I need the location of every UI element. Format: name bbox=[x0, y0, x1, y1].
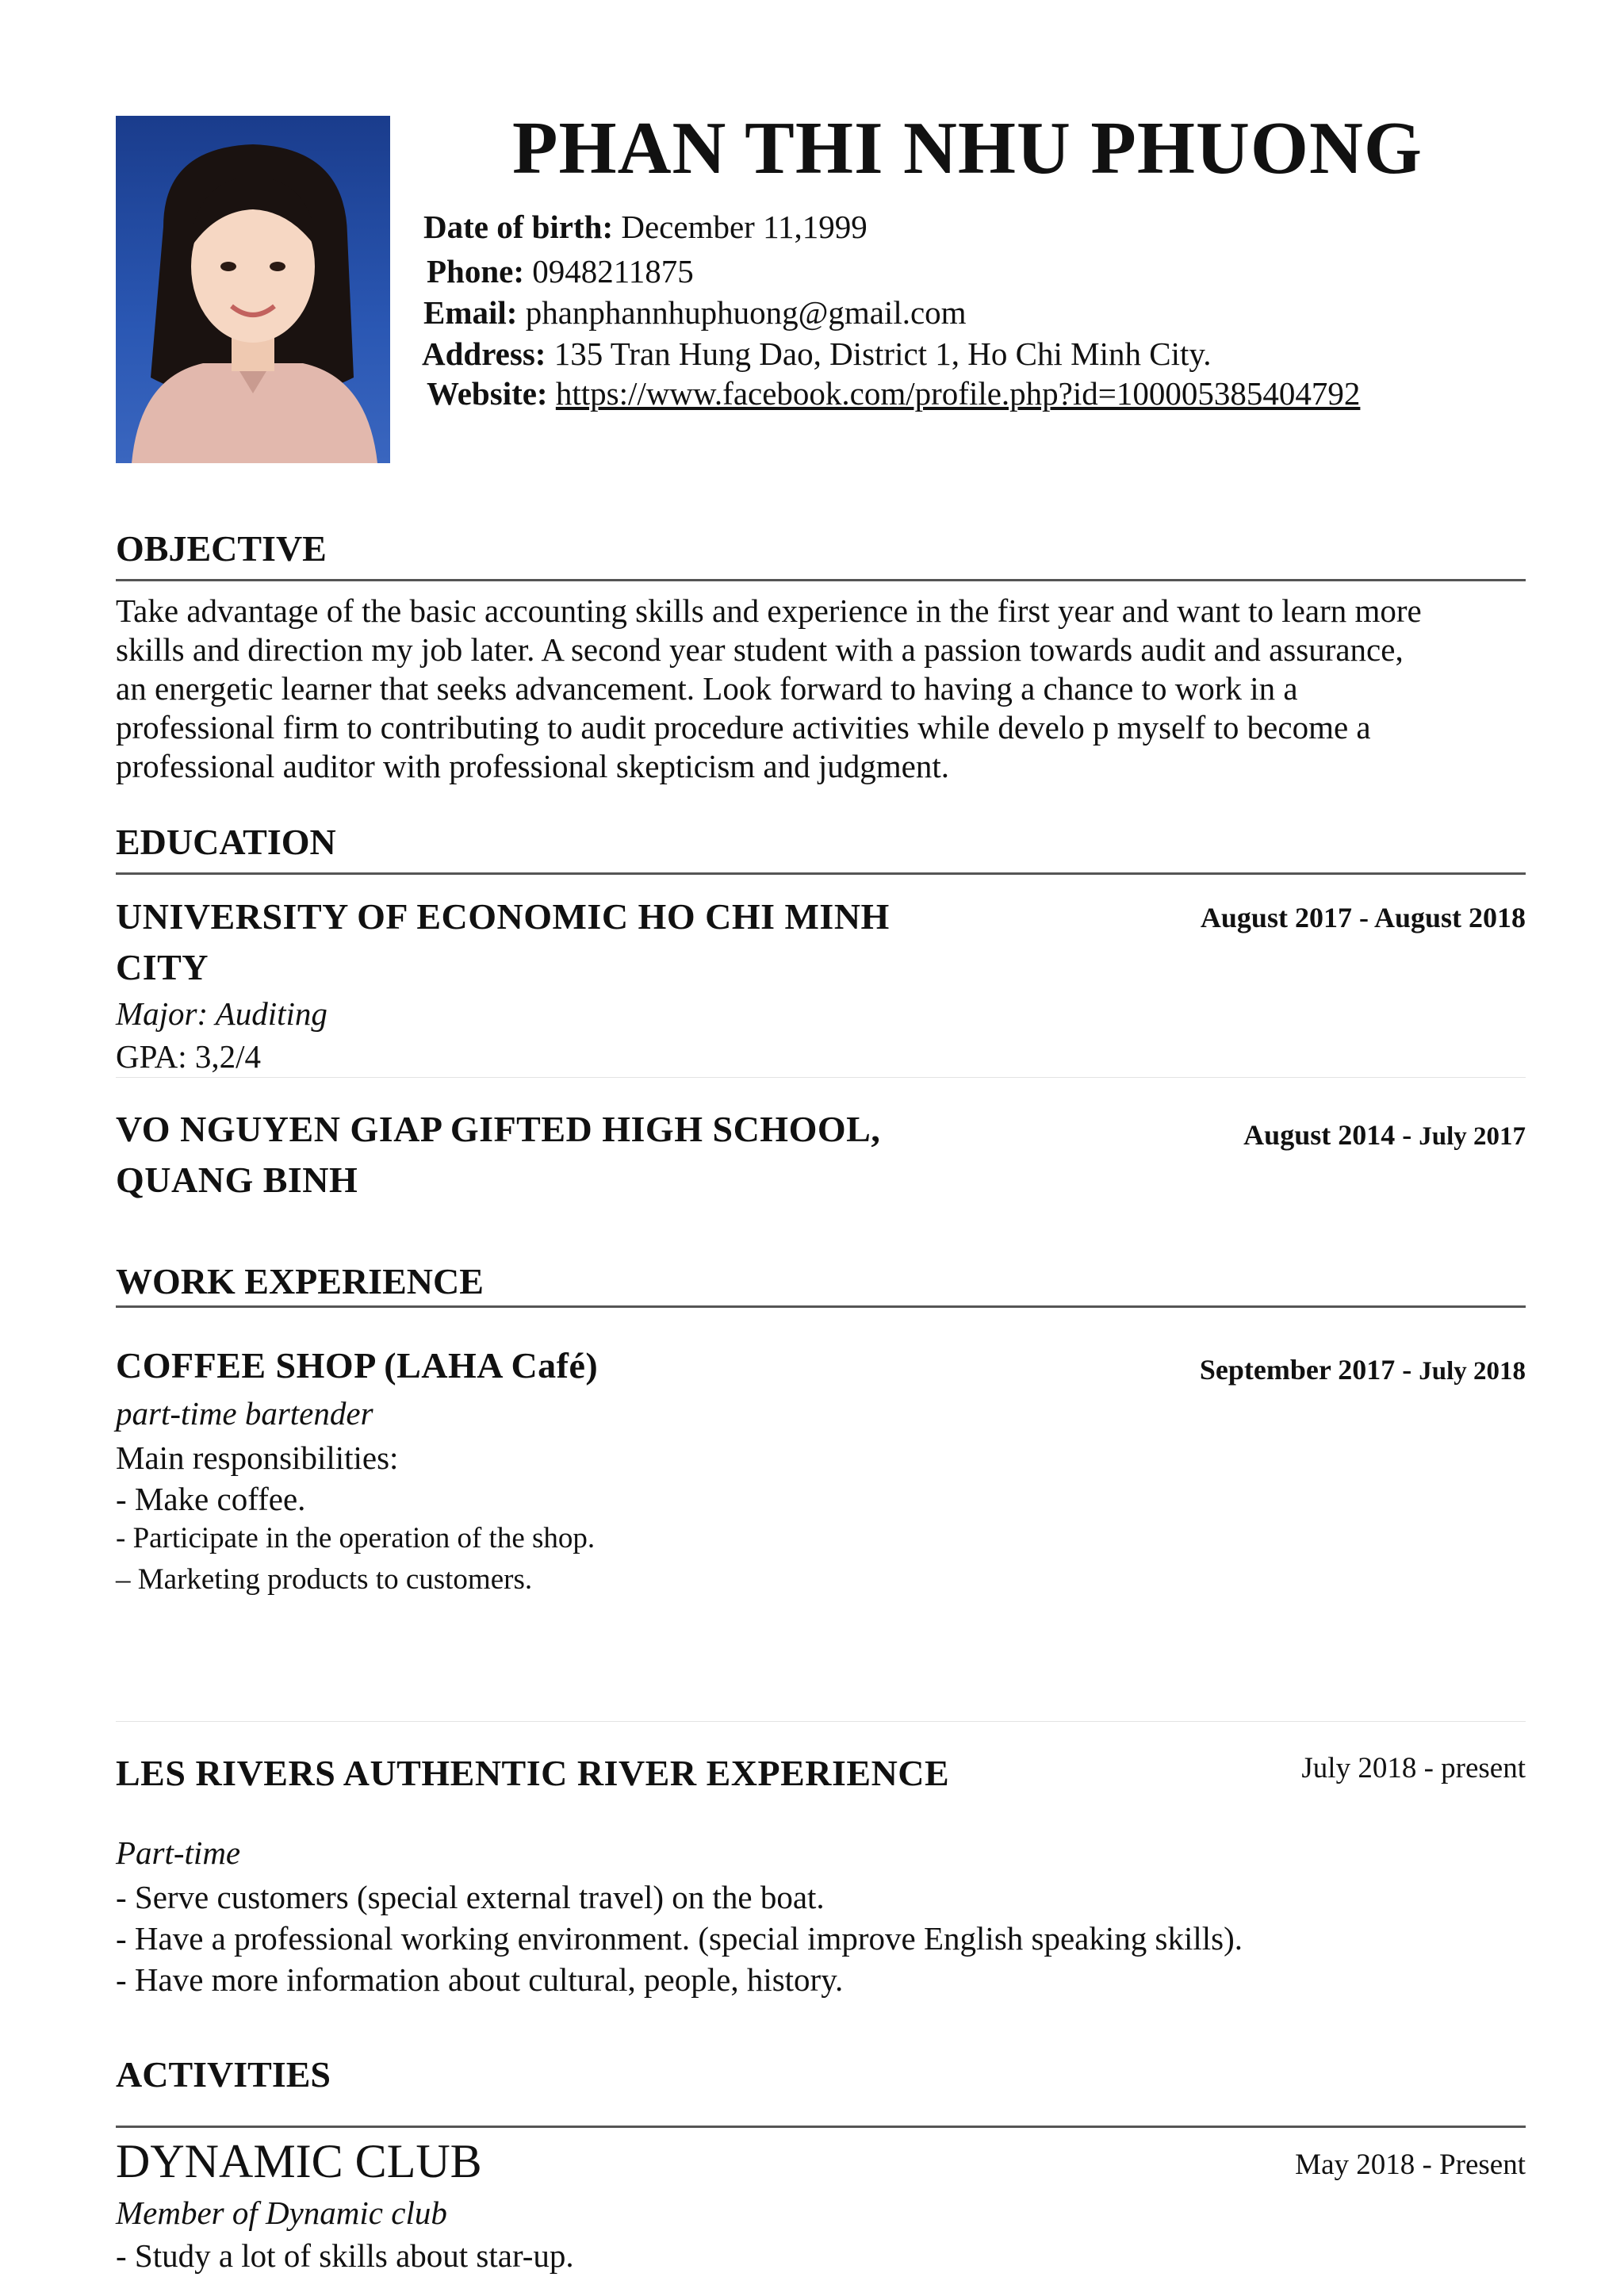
work-company-2: LES RIVERS AUTHENTIC RIVER EXPERIENCE bbox=[116, 1753, 950, 1793]
objective-heading: OBJECTIVE bbox=[116, 528, 327, 569]
objective-text bbox=[116, 592, 1535, 786]
objective-line: an energetic learner that seeks advancement. Look forward to having a chance to work in a bbox=[116, 670, 1298, 707]
activities-divider bbox=[116, 2126, 1526, 2128]
work-heading: WORK EXPERIENCE bbox=[116, 1261, 484, 1301]
work-date-2: July 2018 - present bbox=[1301, 1752, 1526, 1784]
dob-row bbox=[423, 206, 868, 247]
activity-bullet: - Study a lot of skills about star-up. bbox=[116, 2237, 574, 2274]
website-row bbox=[427, 373, 1360, 414]
school-name-line: CITY bbox=[116, 947, 209, 987]
work-bullet: - Make coffee. bbox=[116, 1481, 306, 1517]
education-school-2 bbox=[116, 1104, 880, 1206]
work-date-1 bbox=[1200, 1353, 1526, 1386]
email-value: phanphannhuphuong@gmail.com bbox=[525, 294, 967, 331]
activity-name: DYNAMIC CLUB bbox=[116, 2135, 482, 2187]
work-bullet: - Serve customers (special external travel) on the boat. bbox=[116, 1879, 825, 1915]
date-separator: - bbox=[1402, 1354, 1412, 1386]
work-bullet: - Have a professional working environment. (special improve English speaking skills). bbox=[116, 1920, 1243, 1957]
education-major: Major: Auditing bbox=[116, 995, 327, 1032]
phone-row bbox=[427, 251, 694, 292]
education-gpa: GPA: 3,2/4 bbox=[116, 1038, 262, 1075]
email-label: Email: bbox=[423, 294, 518, 331]
work-role-1: part-time bartender bbox=[116, 1395, 373, 1432]
dob-label: Date of birth: bbox=[423, 209, 614, 245]
education-date-1: August 2017 - August 2018 bbox=[1200, 902, 1526, 933]
education-date-2 bbox=[1243, 1118, 1526, 1152]
school-name-line: QUANG BINH bbox=[116, 1160, 358, 1200]
objective-line: professional auditor with professional skepticism and judgment. bbox=[116, 748, 950, 784]
phone-value: 0948211875 bbox=[532, 253, 694, 289]
work-item-divider bbox=[116, 1721, 1526, 1722]
date-end: July 2017 bbox=[1419, 1122, 1526, 1151]
website-label: Website: bbox=[427, 375, 548, 412]
objective-line: Take advantage of the basic accounting skills and experience in the first year and want to learn more bbox=[116, 592, 1422, 629]
education-divider bbox=[116, 872, 1526, 875]
candidate-name: PHAN THI NHU PHUONG bbox=[512, 107, 1423, 190]
address-row bbox=[422, 333, 1211, 374]
school-name-line: VO NGUYEN GIAP GIFTED HIGH SCHOOL, bbox=[116, 1109, 881, 1149]
email-row bbox=[423, 292, 967, 333]
objective-divider bbox=[116, 579, 1526, 581]
portrait-illustration bbox=[116, 116, 390, 463]
work-bullet: - Participate in the operation of the shop. bbox=[116, 1522, 596, 1554]
work-role-2: Part-time bbox=[116, 1834, 241, 1871]
phone-label: Phone: bbox=[427, 253, 524, 289]
address-value: 135 Tran Hung Dao, District 1, Ho Chi Minh City. bbox=[553, 335, 1212, 372]
activity-role: Member of Dynamic club bbox=[116, 2195, 447, 2231]
activity-date: May 2018 - Present bbox=[1295, 2149, 1526, 2181]
activities-heading: ACTIVITIES bbox=[116, 2054, 331, 2095]
education-item-divider bbox=[116, 1077, 1526, 1078]
education-school-1 bbox=[116, 891, 890, 993]
date-start: September 2017 bbox=[1199, 1354, 1396, 1386]
profile-photo bbox=[116, 116, 390, 463]
work-divider bbox=[116, 1305, 1526, 1308]
address-label: Address: bbox=[422, 335, 546, 372]
date-end: July 2018 bbox=[1419, 1357, 1526, 1386]
work-company-1: COFFEE SHOP (LAHA Café) bbox=[116, 1345, 599, 1386]
dob-value: December 11,1999 bbox=[621, 209, 868, 245]
work-resp-label: Main responsibilities: bbox=[116, 1439, 399, 1476]
objective-line: skills and direction my job later. A second year student with a passion towards audit and assurance, bbox=[116, 631, 1404, 668]
website-link[interactable]: https://www.facebook.com/profile.php?id=100005385404792 bbox=[555, 375, 1361, 412]
date-separator: - bbox=[1402, 1119, 1412, 1151]
objective-line: professional firm to contributing to audit procedure activities while develo p myself to become a bbox=[116, 709, 1371, 746]
education-heading: EDUCATION bbox=[116, 822, 336, 862]
date-start: August 2014 bbox=[1243, 1119, 1396, 1151]
work-bullet: - Have more information about cultural, people, history. bbox=[116, 1961, 844, 1998]
school-name-line: UNIVERSITY OF ECONOMIC HO CHI MINH bbox=[116, 896, 890, 937]
work-bullet: – Marketing products to customers. bbox=[116, 1563, 533, 1596]
